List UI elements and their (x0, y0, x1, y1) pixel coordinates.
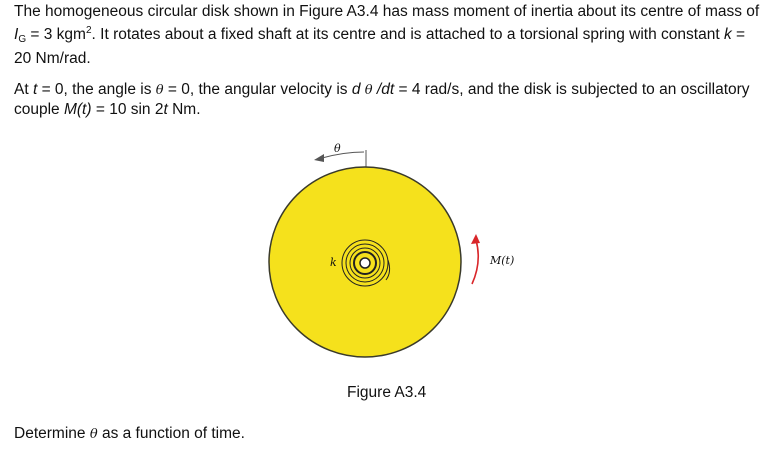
symbol-t: t (163, 101, 168, 118)
moment-arrow (472, 240, 478, 284)
symbol-theta: θ (89, 427, 98, 442)
subscript-G: G (18, 34, 27, 45)
theta-label: θ (334, 142, 341, 155)
symbol-k: k (723, 26, 732, 43)
symbol-theta: θ (155, 83, 164, 98)
symbol-I: I (14, 26, 19, 43)
moment-label: M(t) (490, 254, 515, 267)
center-shaft (360, 258, 370, 268)
moment-arrowhead (471, 234, 480, 244)
symbol-theta: θ (364, 83, 373, 98)
theta-arc-arrow (322, 152, 364, 158)
question-text: Determine θ as a function of time. (14, 425, 245, 442)
problem-statement-paragraph-1: The homogeneous circular disk shown in Figure A3.4 has mass moment of inertia about its centre of mass of $I_G = 3$ kgm$^2$. It rotates about a fixed shaft at its centre and is attached to a torsional spring with constant k = 20 Nm/rad. (14, 3, 760, 67)
figure-caption: Figure A3.4 (347, 384, 427, 401)
superscript-2: 2 (85, 25, 92, 36)
theta-arrowhead (314, 154, 324, 162)
disk-figure (250, 140, 550, 380)
symbol-M-t: M(t) (63, 101, 92, 118)
symbol-d: d (351, 81, 361, 98)
spring-label: k (330, 256, 337, 269)
problem-statement-paragraph-2: At t = 0, the angle is θ = 0, the angular velocity is d θ /dt = 4 rad/s, and the disk is subjected to an oscillatory couple M(t) = 10 sin 2t Nm. (14, 81, 750, 118)
symbol-dt: /dt (376, 81, 395, 98)
symbol-t: t (32, 81, 38, 98)
